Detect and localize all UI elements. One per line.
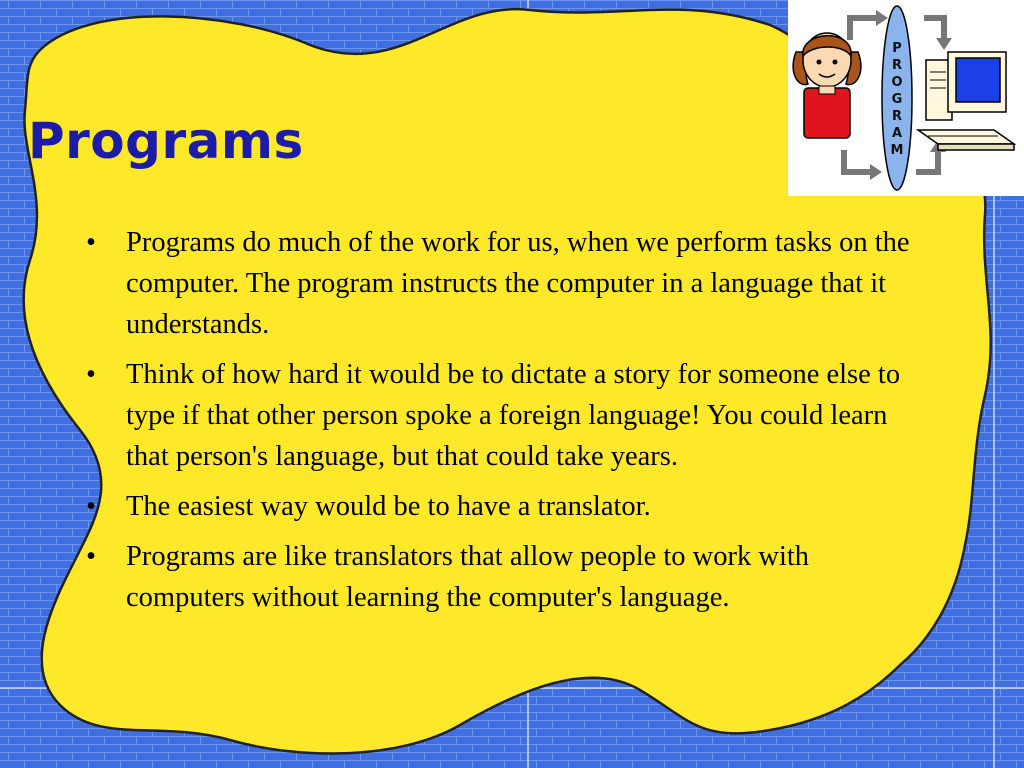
bullet-icon: • — [86, 541, 96, 572]
bullet-text: Programs are like translators that allow people to work with computers without learning the computer's language. — [126, 541, 810, 613]
bullet-item — [84, 222, 914, 345]
program-letter: R — [891, 58, 903, 73]
bullet-text: The easiest way would be to have a translator. — [126, 491, 651, 522]
computer-icon — [918, 52, 1014, 150]
bullet-icon: • — [86, 359, 96, 390]
bullet-icon: • — [86, 491, 96, 522]
bullet-list — [84, 222, 914, 627]
program-letter: A — [891, 126, 903, 141]
program-letter: P — [892, 41, 902, 56]
program-letter: O — [891, 75, 903, 90]
bullet-item — [84, 536, 914, 618]
bullet-icon: • — [86, 227, 96, 258]
girl-icon — [793, 33, 861, 138]
program-letter: M — [890, 143, 904, 158]
bullet-item — [84, 354, 914, 477]
program-letter: R — [891, 109, 903, 124]
slide-title: Programs — [28, 112, 304, 170]
bullet-text: Think of how hard it would be to dictate a story for someone else to type if that other person spoke a foreign language! You could learn that person's language, but that could take years. — [126, 359, 901, 472]
bullet-text: Programs do much of the work for us, when we perform tasks on the computer. The program instructs the computer in a language that it understands. — [126, 227, 910, 340]
program-clipart — [788, 0, 1024, 196]
bullet-item — [84, 486, 914, 527]
program-letter: G — [891, 92, 903, 107]
